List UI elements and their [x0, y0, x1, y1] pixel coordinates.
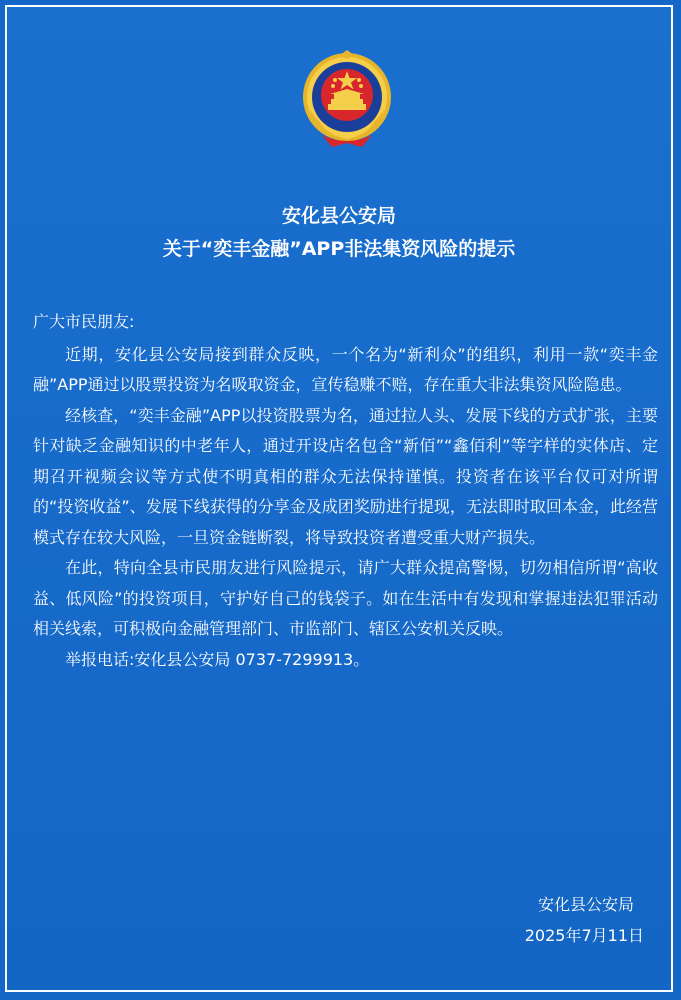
- report-hotline: 举报电话:安化县公安局 0737-7299913。: [65, 649, 370, 669]
- signature-block: [525, 889, 644, 951]
- police-emblem-icon: [292, 47, 402, 155]
- signature-org: 安化县公安局: [537, 895, 634, 914]
- paragraph-1: 近期，安化县公安局接到群众反映，一个名为“新利众”的组织，利用一款“奕丰金融”APP通过以股票投资为名吸取资金，宣传稳赚不赔，存在重大非法集资风险隐患。: [33, 344, 658, 394]
- notice-title: 关于“奕丰金融”APP非法集资风险的提示: [162, 238, 516, 260]
- notice-body: [33, 307, 658, 675]
- salutation: 广大市民朋友:: [33, 312, 135, 331]
- signature-date: 2025年7月11日: [524, 926, 644, 945]
- org-title: 安化县公安局: [281, 205, 396, 227]
- paragraph-2: 经核查，“奕丰金融”APP以投资股票为名，通过拉人头、发展下线的方式扩张，主要针对缺乏金融知识的中老年人，通过开设店名包含“新佰”“鑫佰利”等字样的实体店、定期召开视频会议等方式使不明真相的群众无法保持谨慎。投资者在该平台仅可对所谓的“投资收益”、发展下线获得的分享金及成团奖励进行提现，无法即时取回本金，此经营模式存在较大风险，一旦资金链断裂，将导致投资者遭受重大财产损失。: [33, 405, 658, 547]
- notice-panel: [5, 5, 673, 992]
- paragraph-3: 在此，特向全县市民朋友进行风险提示，请广大群众提高警惕，切勿相信所谓“高收益、低风险”的投资项目，守护好自己的钱袋子。如在生活中有发现和掌握违法犯罪活动相关线索，可积极向金融管理部门、市监部门、辖区公安机关反映。: [33, 558, 658, 638]
